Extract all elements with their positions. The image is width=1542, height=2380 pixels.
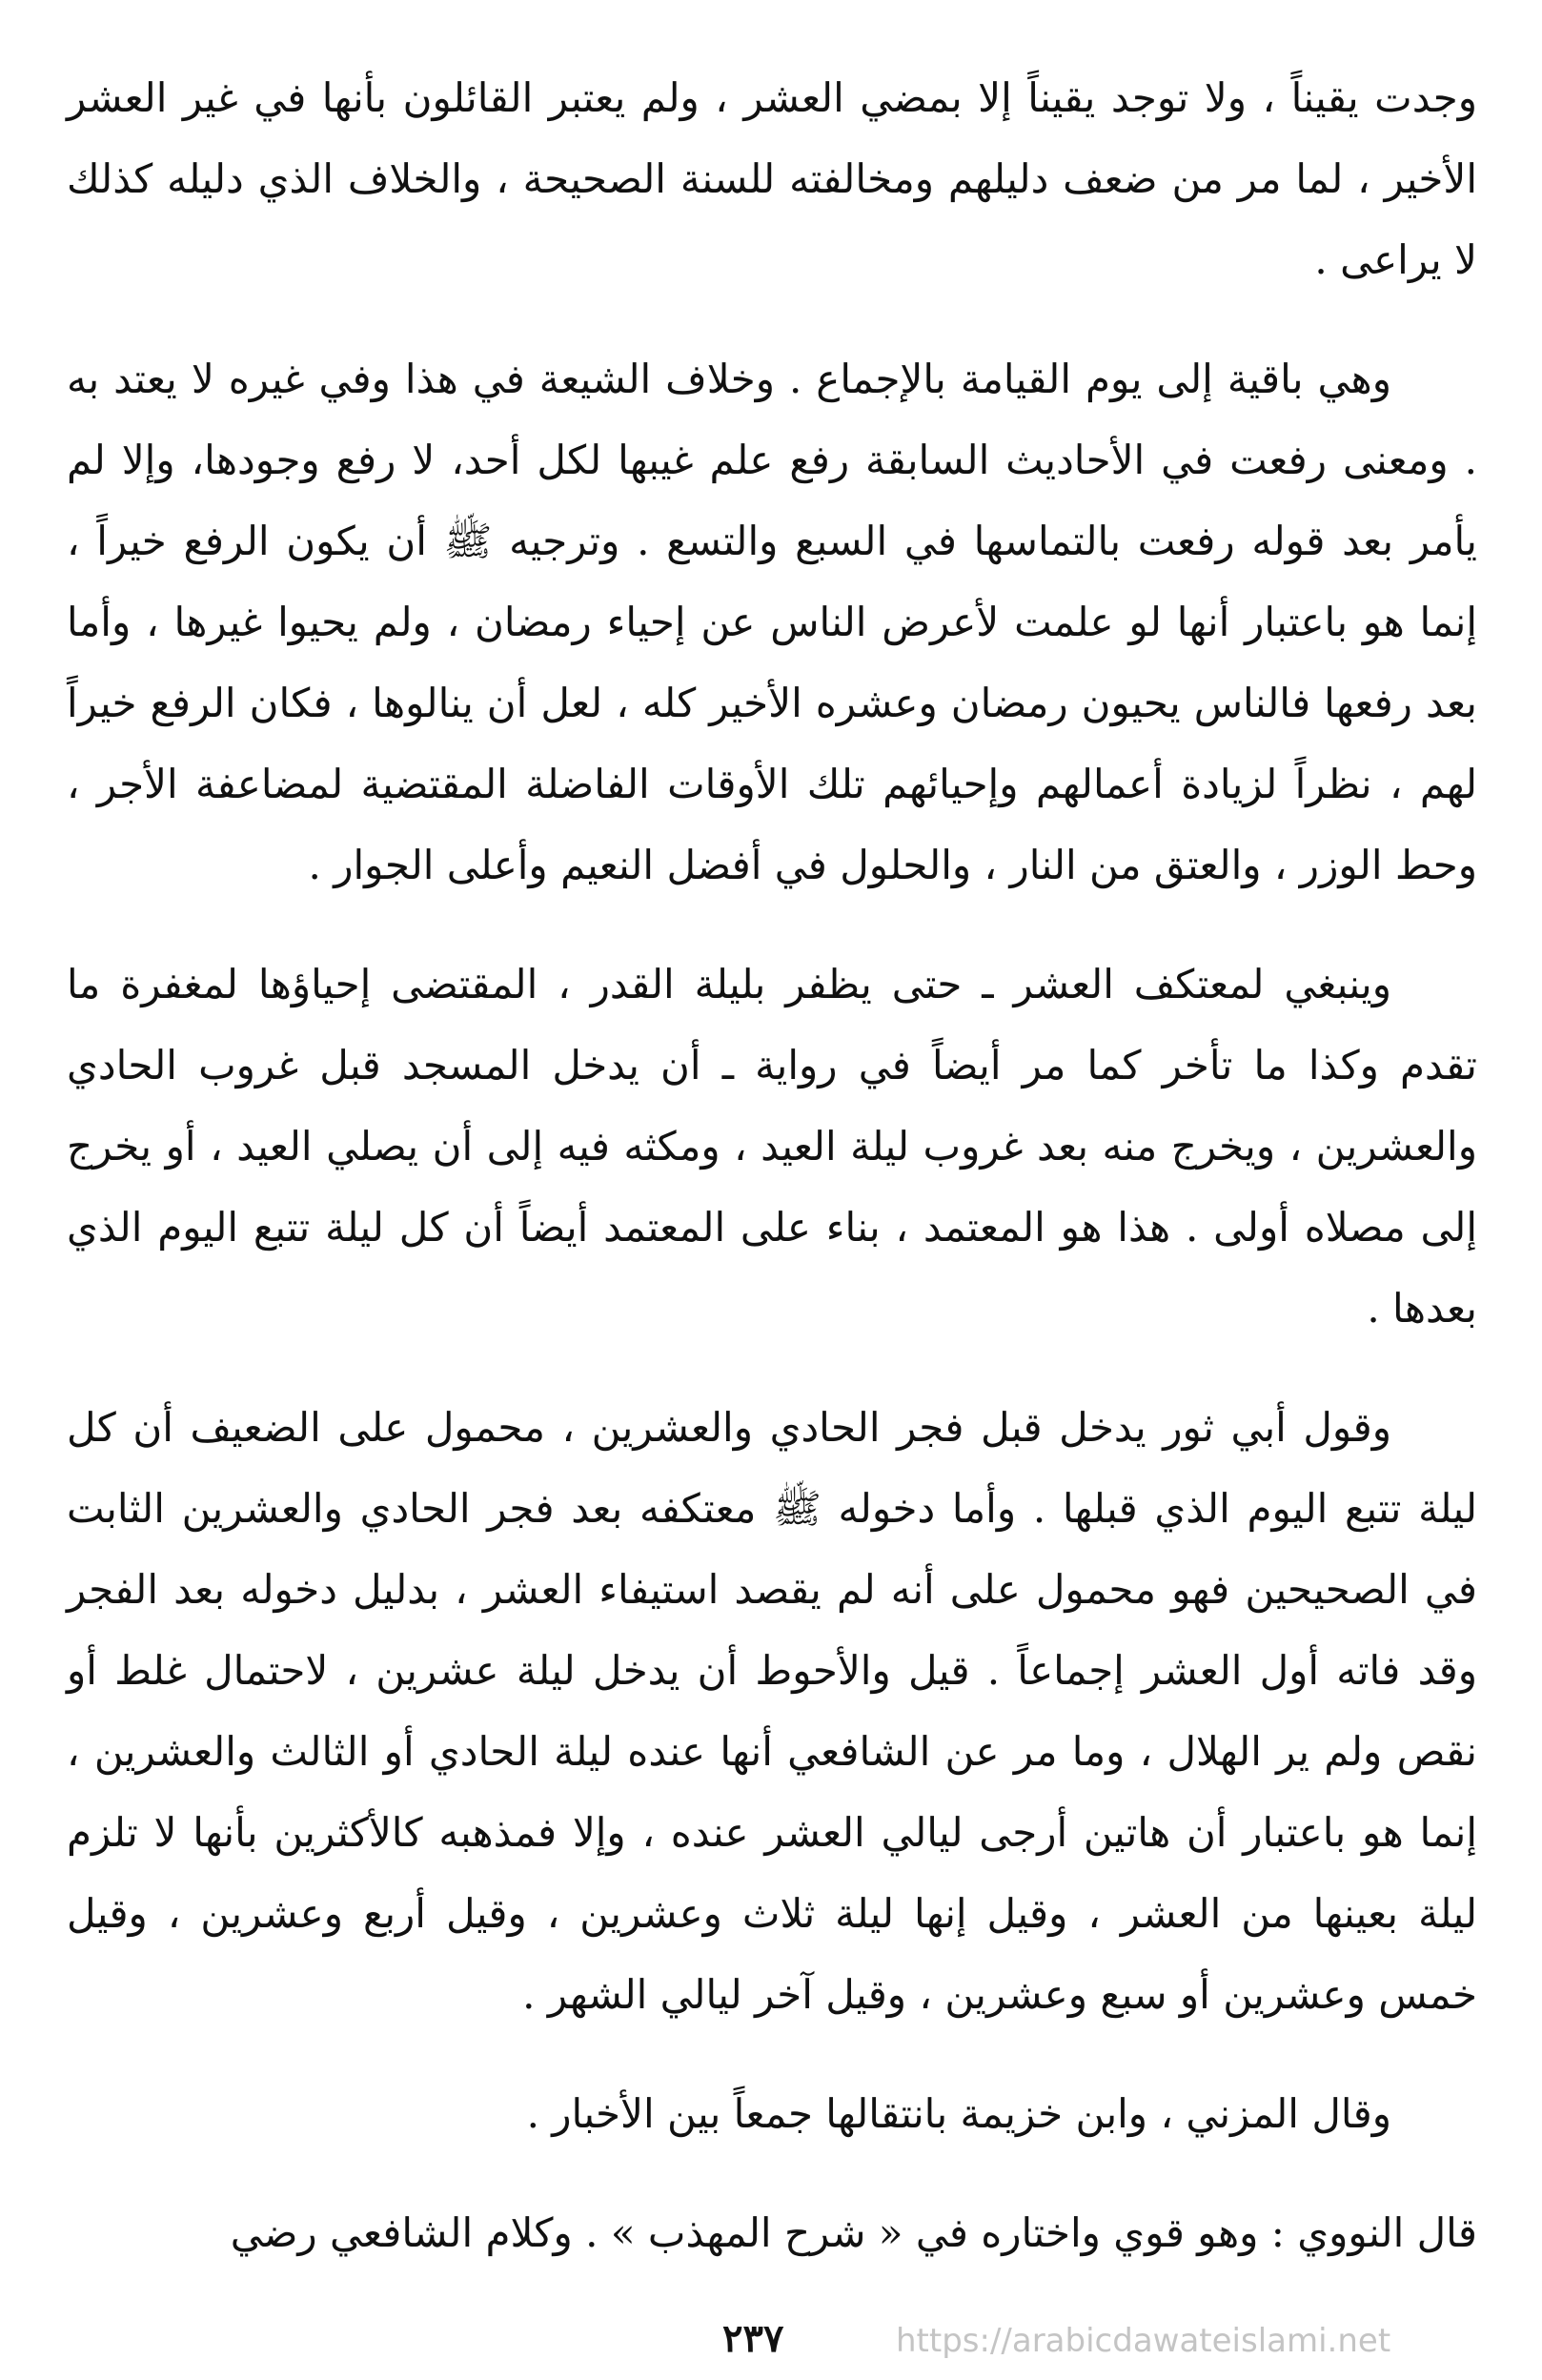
paragraph-2: وهي باقية إلى يوم القيامة بالإجماع . وخلاف الشيعة في هذا وفي غيره لا يعتد به . ومعنى رفعت في الأحاديث السابقة رفع علم غيبها لكل أحد، لا رفع وجودها، وإلا لم يأمر بعد قوله رفعت بالتماسها في السبع والتسع . وترجيه ﷺ أن يكون الرفع خيراً ، إنما هو باعتبار أنها لو علمت لأعرض الناس عن إحياء رمضان ، ولم يحيوا غيرها ، وأما بعد رفعها فالناس يحيون رمضان وعشره الأخير كله ، لعل أن ينالوها ، فكان الرفع خيراً لهم ، نظراً لزيادة أعمالهم وإحيائهم تلك الأوقات الفاضلة المقتضية لمضاعفة الأجر ، وحط الوزر ، والعتق من النار ، والحلول في أفضل النعيم وأعلى الجوار . — [67, 356, 1477, 888]
paragraph-4: وقول أبي ثور يدخل قبل فجر الحادي والعشرين ، محمول على الضعيف أن كل ليلة تتبع اليوم الذي قبلها . وأما دخوله ﷺ معتكفه بعد فجر الحادي والعشرين الثابت في الصحيحين فهو محمول على أنه لم يقصد استيفاء العشر ، بدليل دخوله بعد الفجر وقد فاته أول العشر إجماعاً . قيل والأحوط أن يدخل ليلة عشرين ، لاحتمال غلط أو نقص ولم ير الهلال ، وما مر عن الشافعي أنها عنده ليلة الحادي أو الثالث والعشرين ، إنما هو باعتبار أن هاتين أرجى ليالي العشر عنده ، وإلا فمذهبه كالأكثرين بأنها لا تلزم ليلة بعينها من العشر ، وقيل إنها ليلة ثلاث وعشرين ، وقيل أربع وعشرين ، وقيل خمس وعشرين أو سبع وعشرين ، وقيل آخر ليالي الشهر . — [67, 1404, 1477, 2018]
page-footer — [0, 2316, 1542, 2364]
paragraph-6: قال النووي : وهو قوي واختاره في « شرح المهذب » . وكلام الشافعي رضي — [230, 2209, 1477, 2256]
page-number: ٢٣٧ — [722, 2316, 784, 2361]
paragraph-1: وجدت يقيناً ، ولا توجد يقيناً إلا بمضي العشر ، ولم يعتبر القائلون بأنها في غير العشر الأخير ، لما مر من ضعف دليلهم ومخالفته للسنة الصحيحة ، والخلاف الذي دليله كذلك لا يراعى . — [67, 74, 1477, 283]
source-watermark: https://arabicdawateislami.net — [896, 2322, 1391, 2360]
paragraph-5: وقال المزني ، وابن خزيمة بانتقالها جمعاً بين الأخبار . — [526, 2090, 1391, 2137]
paragraph-3: وينبغي لمعتكف العشر ـ حتى يظفر بليلة القدر ، المقتضى إحياؤها لمغفرة ما تقدم وكذا ما تأخر كما مر أيضاً في رواية ـ أن يدخل المسجد قبل غروب الحادي والعشرين ، ويخرج منه بعد غروب ليلة العيد ، ومكثه فيه إلى أن يصلي العيد ، أو يخرج إلى مصلاه أولى . هذا هو المعتمد ، بناء على المعتمد أيضاً أن كل ليلة تتبع اليوم الذي بعدها . — [67, 961, 1477, 1332]
page-body — [67, 57, 1477, 2311]
